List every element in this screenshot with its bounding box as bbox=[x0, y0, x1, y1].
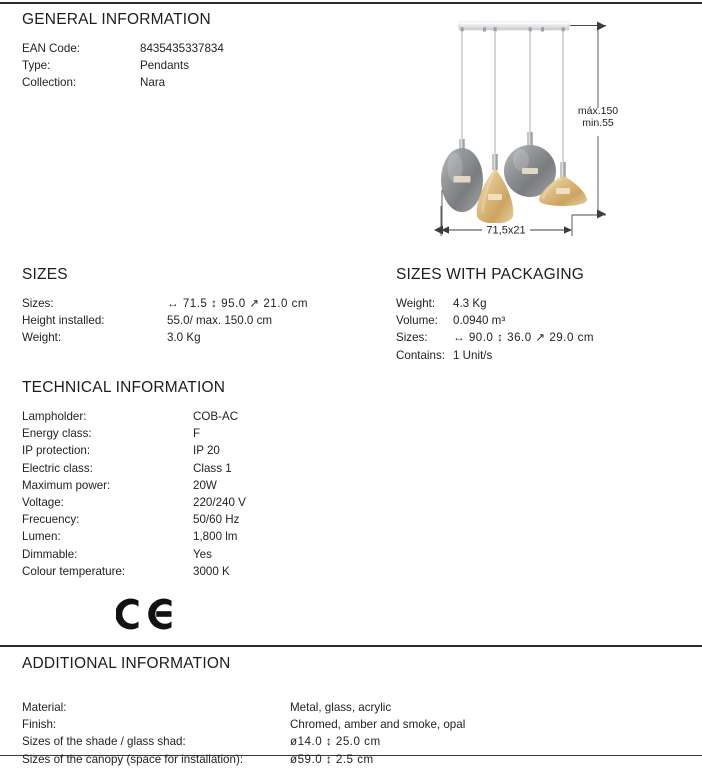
row-label: Weight: bbox=[396, 297, 436, 310]
suspension-cables bbox=[462, 32, 563, 164]
row-value: Class 1 bbox=[193, 461, 232, 475]
row-label: Dimmable: bbox=[22, 547, 78, 561]
lamp-elongated-oval-smoke bbox=[441, 139, 483, 212]
row-label: Energy class: bbox=[22, 427, 92, 441]
row-value: Pendants bbox=[140, 59, 189, 73]
table-row bbox=[22, 528, 246, 545]
row-label: Collection: bbox=[22, 76, 77, 90]
section-title-additional-information: ADDITIONAL INFORMATION bbox=[22, 655, 231, 672]
row-value: 55.0/ max. 150.0 cm bbox=[167, 314, 273, 328]
ce-conformity-mark bbox=[116, 596, 176, 632]
row-label: Colour temperature: bbox=[22, 564, 126, 578]
divider-additional-information bbox=[0, 645, 702, 647]
table-row bbox=[22, 329, 308, 346]
table-row bbox=[22, 546, 246, 563]
row-label: Material: bbox=[22, 701, 67, 714]
row-label: Lumen: bbox=[22, 530, 61, 544]
table-row bbox=[396, 329, 594, 346]
section-title-technical-information: TECHNICAL INFORMATION bbox=[22, 379, 226, 396]
table-row bbox=[22, 460, 246, 477]
section-title-sizes-with-packaging: SIZES WITH PACKAGING bbox=[396, 266, 585, 283]
product-dimension-diagram bbox=[420, 8, 702, 258]
table-row bbox=[22, 408, 246, 425]
table-row bbox=[22, 563, 246, 580]
table-row bbox=[22, 494, 246, 511]
row-label: Sizes of the canopy (space for installation): bbox=[22, 752, 244, 766]
row-label: Weight: bbox=[22, 331, 62, 345]
additional-information-table bbox=[22, 699, 465, 768]
table-row bbox=[22, 74, 224, 91]
technical-information-table bbox=[22, 408, 246, 580]
row-value: Metal, glass, acrylic bbox=[290, 701, 392, 714]
row-value: 8435435337834 bbox=[140, 42, 224, 55]
general-information-table bbox=[22, 40, 224, 92]
row-label: EAN Code: bbox=[22, 42, 80, 55]
row-value: ↔ 90.0 ↕ 36.0 ↗ 29.0 cm bbox=[453, 331, 595, 345]
row-label: Height installed: bbox=[22, 314, 105, 328]
row-value: 1,800 lm bbox=[193, 530, 238, 544]
table-row bbox=[396, 347, 594, 364]
row-label: Electric class: bbox=[22, 461, 93, 475]
row-value: ø14.0 ↕ 25.0 cm bbox=[290, 735, 381, 749]
table-row bbox=[396, 295, 594, 312]
row-label: Contains: bbox=[396, 348, 445, 362]
row-value: 3000 K bbox=[193, 564, 230, 578]
row-value: 50/60 Hz bbox=[193, 513, 240, 527]
table-row bbox=[22, 733, 465, 750]
row-value: 0.0940 m³ bbox=[453, 314, 506, 328]
row-label: Volume: bbox=[396, 314, 438, 328]
divider-top bbox=[0, 2, 702, 4]
row-value: 3.0 Kg bbox=[167, 331, 201, 345]
table-row bbox=[22, 295, 308, 312]
sizes-with-packaging-table bbox=[396, 295, 594, 364]
row-value: Nara bbox=[140, 76, 166, 90]
row-label: Sizes of the shade / glass shad: bbox=[22, 735, 186, 749]
row-value: F bbox=[193, 427, 201, 441]
table-row bbox=[22, 40, 224, 57]
row-value: COB-AC bbox=[193, 410, 239, 423]
row-value: IP 20 bbox=[193, 444, 220, 458]
table-row bbox=[22, 442, 246, 459]
row-value: 4.3 Kg bbox=[453, 297, 487, 310]
table-row bbox=[396, 312, 594, 329]
table-row bbox=[22, 716, 465, 733]
row-label: IP protection: bbox=[22, 444, 91, 458]
row-value: Yes bbox=[193, 547, 212, 561]
section-title-general-information: GENERAL INFORMATION bbox=[22, 11, 211, 28]
row-value: 220/240 V bbox=[193, 496, 246, 510]
row-label: Voltage: bbox=[22, 496, 64, 510]
table-row bbox=[22, 699, 465, 716]
row-value: 1 Unit/s bbox=[453, 348, 493, 362]
row-label: Maximum power: bbox=[22, 478, 111, 492]
row-label: Type: bbox=[22, 59, 51, 73]
canopy-bar bbox=[459, 22, 569, 32]
row-value: Chromed, amber and smoke, opal bbox=[290, 718, 466, 732]
sizes-table bbox=[22, 295, 308, 347]
row-label: Finish: bbox=[22, 718, 57, 732]
row-label: Sizes: bbox=[396, 331, 428, 345]
section-title-sizes: SIZES bbox=[22, 266, 68, 283]
height-max-label: máx.150 bbox=[577, 105, 619, 117]
row-value: ø59.0 ↕ 2.5 cm bbox=[290, 752, 374, 766]
table-row bbox=[22, 477, 246, 494]
table-row bbox=[22, 57, 224, 74]
height-min-label: min.55 bbox=[582, 117, 614, 129]
table-row bbox=[22, 312, 308, 329]
row-value: 20W bbox=[193, 478, 217, 492]
row-value: ↔ 71.5 ↕ 95.0 ↗ 21.0 cm bbox=[167, 297, 309, 310]
row-label: Sizes: bbox=[22, 297, 54, 310]
row-label: Frecuency: bbox=[22, 513, 80, 527]
table-row bbox=[22, 751, 465, 768]
width-dimension-label: 71,5x21 bbox=[486, 224, 526, 237]
row-label: Lampholder: bbox=[22, 410, 87, 423]
table-row bbox=[22, 511, 246, 528]
table-row bbox=[22, 425, 246, 442]
